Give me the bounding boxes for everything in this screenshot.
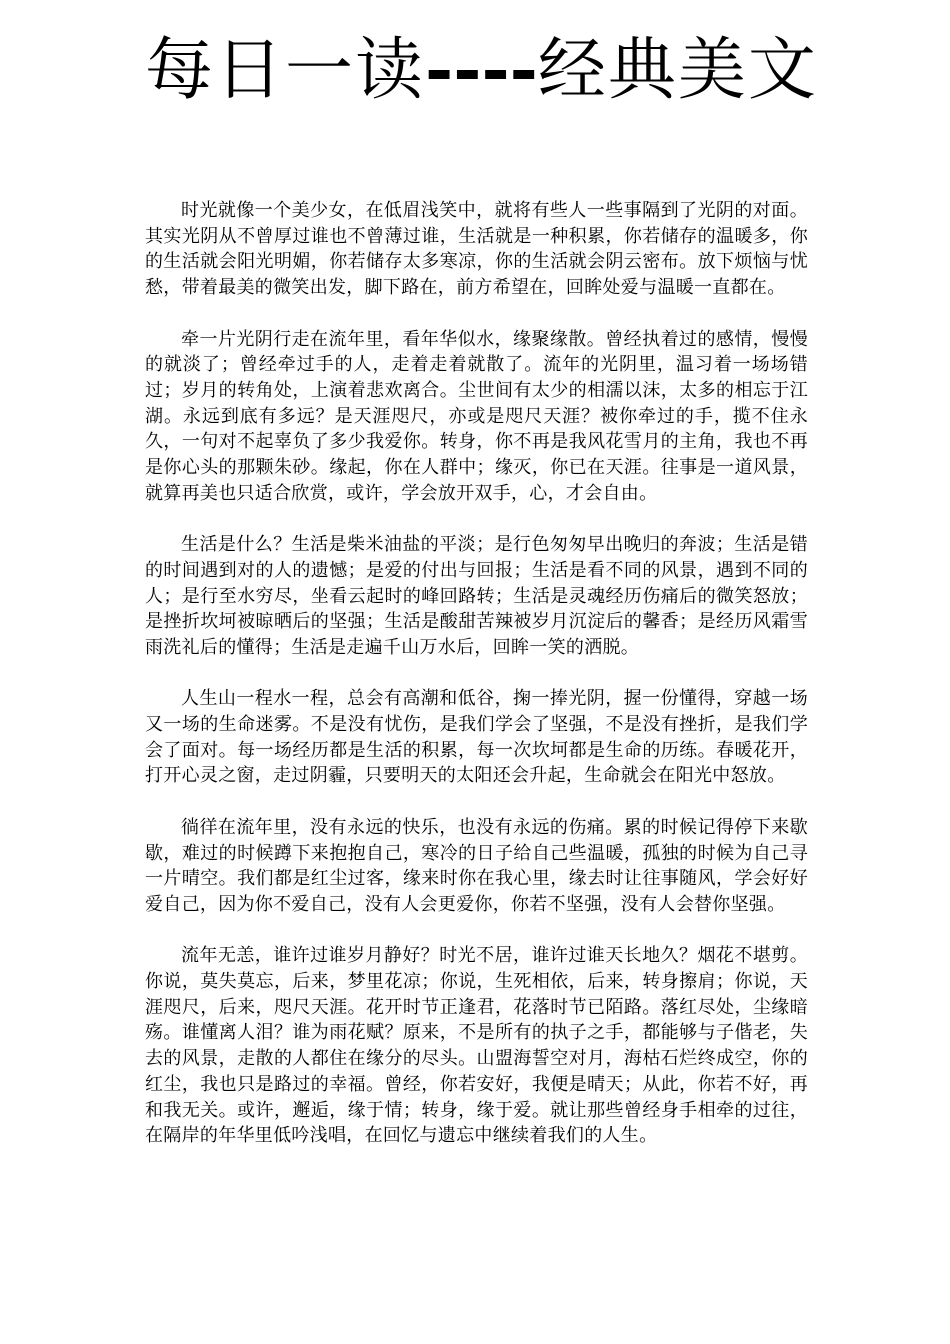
paragraph-2: 牵一片光阴行走在流年里，看年华似水，缘聚缘散。曾经执着过的感情，慢慢的就淡了；曾经牵过手的人，走着走着就散了。流年的光阴里，温习着一场场错过；岁月的转角处，上演着悲欢离合。尘世间有太少的相濡以沫，太多的相忘于江湖。永远到底有多远？是天涯咫尺，亦或是咫尺天涯？被你牵过的手，揽不住永久，一句对不起辜负了多少我爱你。转身，你不再是我风花雪月的主角，我也不再是你心头的那颗朱砂。缘起，你在人群中；缘灭，你已在天涯。往事是一道风景，就算再美也只适合欣赏，或许，学会放开双手，心，才会自由。	[145, 328, 808, 504]
paragraph-4: 人生山一程水一程，总会有高潮和低谷，掬一捧光阴，握一份懂得，穿越一场又一场的生命迷雾。不是没有忧伤，是我们学会了坚强，不是没有挫折，是我们学会了面对。每一场经历都是生活的积累，每一次坎坷都是生命的历练。春暖花开，打开心灵之窗，走过阴霾，只要明天的太阳还会升起，生命就会在阳光中怒放。	[145, 688, 808, 787]
title-dashes: ----	[425, 30, 538, 110]
paragraph-1: 时光就像一个美少女，在低眉浅笑中，就将有些人一些事隔到了光阴的对面。其实光阴从不曾厚过谁也不曾薄过谁，生活就是一种积累，你若储存的温暖多，你的生活就会阳光明媚，你若储存太多寒凉，你的生活就会阴云密布。放下烦恼与忧愁，带着最美的微笑出发，脚下路在，前方希望在，回眸处爱与温暖一直都在。	[145, 200, 808, 299]
paragraph-3: 生活是什么？生活是柴米油盐的平淡；是行色匆匆早出晚归的奔波；生活是错的时间遇到对的人的遗憾；是爱的付出与回报；生活是看不同的风景，遇到不同的人；是行至水穷尽，坐看云起时的峰回路转；生活是灵魂经历伤痛后的微笑怒放；是挫折坎坷被晾晒后的坚强；生活是酸甜苦辣被岁月沉淀后的馨香；是经历风霜雪雨洗礼后的懂得；生活是走遍千山万水后，回眸一笑的洒脱。	[145, 534, 808, 658]
document-title	[145, 30, 845, 111]
title-text-after: 经典美文	[537, 31, 818, 110]
title-text-before: 每日一读	[145, 31, 426, 110]
article-body	[145, 198, 808, 1175]
paragraph-6: 流年无恙，谁许过谁岁月静好？时光不居，谁许过谁天长地久？烟花不堪剪。你说，莫失莫忘，后来，梦里花凉；你说，生死相依，后来，转身擦肩；你说，天涯咫尺，后来，咫尺天涯。花开时节正逢君，花落时节已陌路。落红尽处，尘缘暗殇。谁懂离人泪？谁为雨花赋？原来，不是所有的执子之手，都能够与子偕老，失去的风景，走散的人都住在缘分的尽头。山盟海誓空对月，海枯石烂终成空，你的红尘，我也只是路过的幸福。曾经，你若安好，我便是晴天；从此，你若不好，再和我无关。或许，邂逅，缘于情；转身，缘于爱。就让那些曾经身手相牵的过往，在隔岸的年华里低吟浅唱，在回忆与遗忘中继续着我们的人生。	[145, 945, 808, 1147]
paragraph-5: 徜徉在流年里，没有永远的快乐，也没有永远的伤痛。累的时候记得停下来歇歇，难过的时候蹲下来抱抱自己，寒冷的日子给自己些温暖，孤独的时候为自己寻一片晴空。我们都是红尘过客，缘来时你在我心里，缘去时让往事随风，学会好好爱自己，因为你不爱自己，没有人会更爱你，你若不坚强，没有人会替你坚强。	[145, 816, 808, 915]
